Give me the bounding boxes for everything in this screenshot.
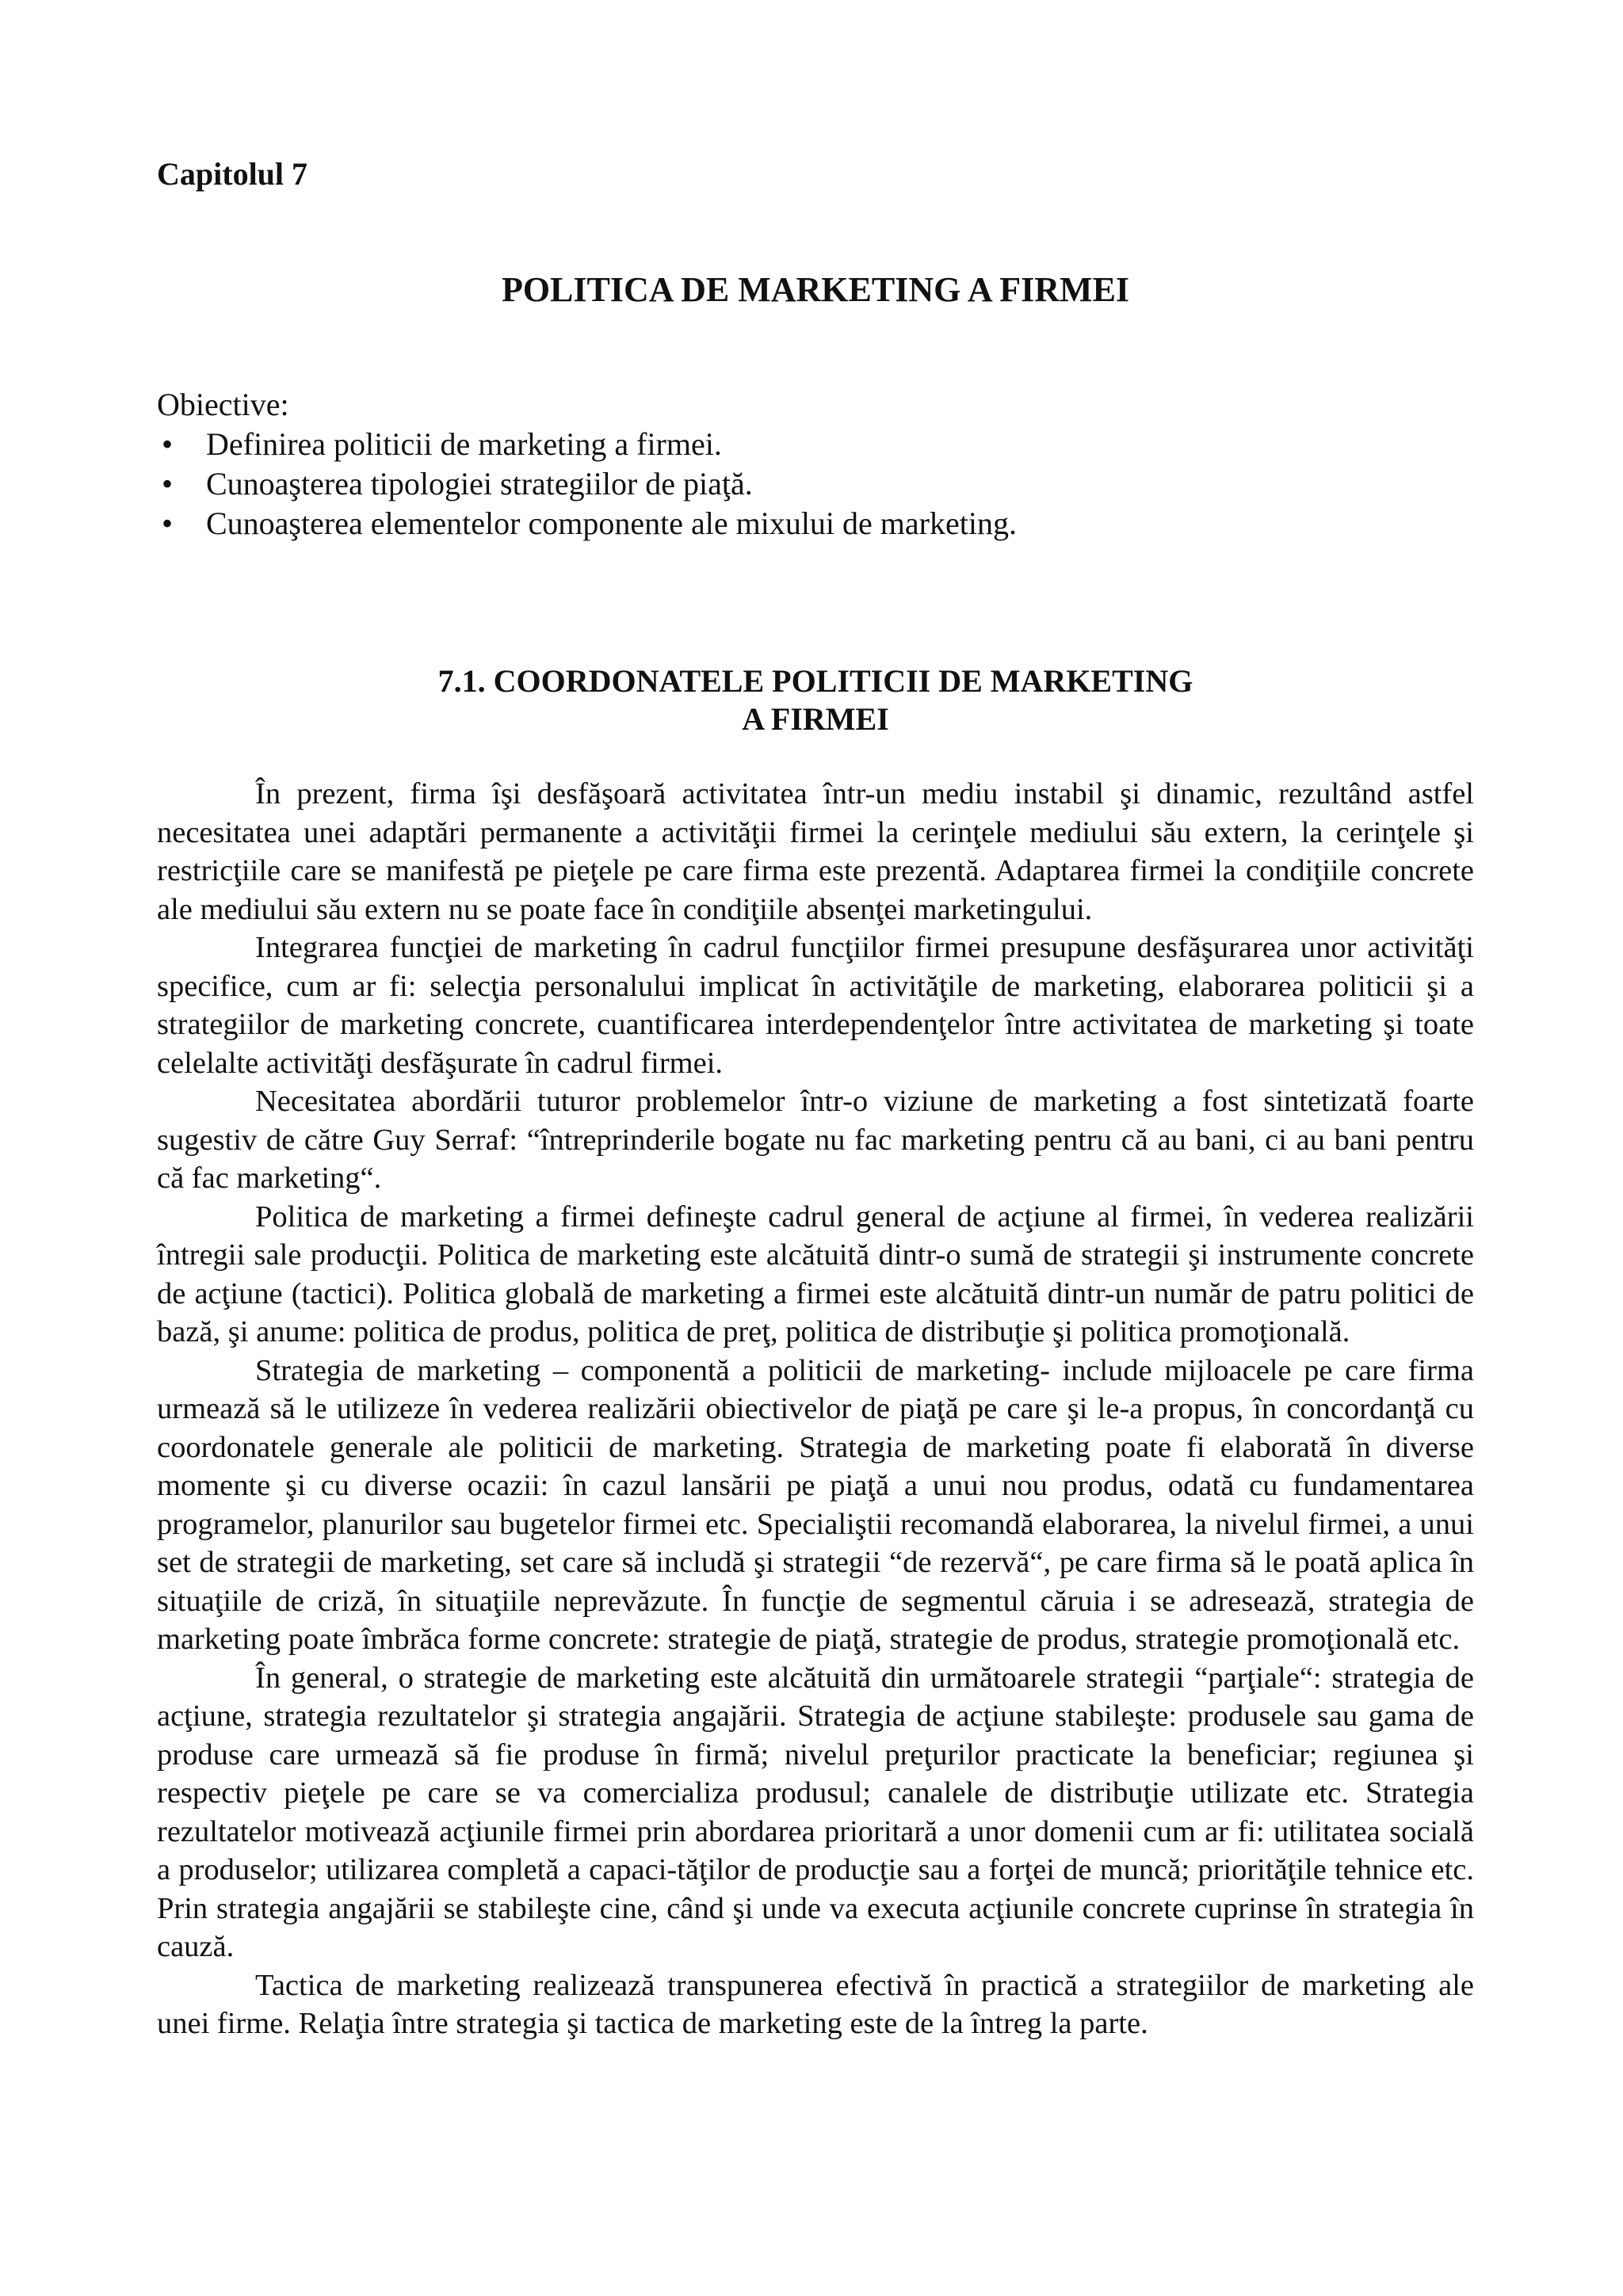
bullet-icon: • bbox=[162, 505, 174, 541]
paragraph: În general, o strategie de marketing este alcătuită din următoarele strategii “parţiale“: strategia de acţiune, strategia rezultatelor şi strategia angajării. Strategia de acţiune stabileşte: produsele sau gama de produse care urmează să fie produse în firmă; nivelul preţurilor practicate la beneficiar; regiunea şi respectiv pieţele pe care se va comercializa produsul; canalele de distribuţie utilizate etc. Strategia rezultatelor motivează acţiunile firmei prin abordarea prioritară a unor domenii cum ar fi: utilitatea socială a produselor; utilizarea completă a capaci-tăţilor de producţie sau a forţei de muncă; priorităţile tehnice etc. Prin strategia angajării se stabileşte cine, când şi unde va executa acţiunile concrete cuprinse în strategia în cauză. bbox=[157, 1661, 1474, 1963]
section-heading bbox=[157, 662, 1474, 738]
objective-item bbox=[157, 425, 1017, 464]
objective-text: Cunoaşterea tipologiei strategiilor de piaţă. bbox=[206, 466, 753, 502]
objective-text: Cunoaşterea elementelor componente ale mixului de marketing. bbox=[206, 505, 1017, 541]
paragraph: Necesitatea abordării tuturor problemelor într-o viziune de marketing a fost sintetizată foarte sugestiv de către Guy Serraf: “întreprinderile bogate nu fac marketing pentru că au bani, ci au bani pentru că fac marketing“. bbox=[157, 1085, 1474, 1195]
paragraph: Politica de marketing a firmei defineşte cadrul general de acţiune al firmei, în vederea realizării întregii sale producţii. Politica de marketing este alcătuită dintr-o sumă de strategii şi instrumente concrete de acţiune (tactici). Politica globală de marketing a firmei este alcătuită dintr-un număr de patru politici de bază, şi anume: politica de produs, politica de preţ, politica de distribuţie şi politica promoţională. bbox=[157, 1199, 1474, 1348]
chapter-label: Capitolul 7 bbox=[157, 156, 308, 192]
body-text bbox=[157, 775, 1474, 2043]
objective-item bbox=[157, 504, 1017, 543]
bullet-icon: • bbox=[162, 466, 174, 502]
paragraph: Strategia de marketing – componentă a politicii de marketing- include mijloacele pe care firma urmează să le utilizeze în vederea realizării obiectivelor de piaţă pe care şi le-a propus, în concordanţă cu coordonatele generale ale politicii de marketing. Strategia de marketing poate fi elaborată în diverse momente şi cu diverse ocazii: în cazul lansării pe piaţă a unui nou produs, odată cu fundamentarea programelor, planurilor sau bugetelor firmei etc. Specialiştii recomandă elaborarea, la nivelul firmei, a unui set de strategii de marketing, set care să includă şi strategii “de rezervă“, pe care firma să le poată aplica în situaţiile de criză, în situaţiile neprevăzute. În funcţie de segmentul căruia i se adresează, strategia de marketing poate îmbrăca forme concrete: strategie de piaţă, strategie de produs, strategie promoţională etc. bbox=[157, 1353, 1474, 1656]
section-heading-line: 7.1. COORDONATELE POLITICII DE MARKETING bbox=[437, 663, 1193, 699]
bullet-icon: • bbox=[162, 426, 174, 462]
objective-item bbox=[157, 464, 1017, 504]
paragraph: În prezent, firma îşi desfăşoară activitatea într-un mediu instabil şi dinamic, rezultând astfel necesitatea unei adaptări permanente a activităţii firmei la cerinţele mediului său extern, la cerinţele şi restricţiile care se manifestă pe pieţele pe care firma este prezentă. Adaptarea firmei la condiţiile concrete ale mediului său extern nu se poate face în condiţiile absenţei marketingului. bbox=[157, 777, 1474, 926]
objective-text: Definirea politicii de marketing a firmei. bbox=[206, 426, 722, 462]
chapter-title: POLITICA DE MARKETING A FIRMEI bbox=[501, 270, 1130, 309]
objectives-block bbox=[157, 385, 1017, 543]
objectives-label: Obiective: bbox=[157, 387, 289, 422]
section-heading-line: A FIRMEI bbox=[742, 701, 889, 737]
paragraph: Tactica de marketing realizează transpunerea efectivă în practică a strategiilor de marketing ale unei firme. Relaţia între strategia şi tactica de marketing este de la întreg la parte. bbox=[157, 1968, 1474, 2040]
paragraph: Integrarea funcţiei de marketing în cadrul funcţiilor firmei presupune desfăşurarea unor activităţi specifice, cum ar fi: selecţia personalului implicat în activităţile de marketing, elaborarea politicii şi a strategiilor de marketing concrete, cuantificarea interdependenţelor între activitatea de marketing şi toate celelalte activităţi desfăşurate în cadrul firmei. bbox=[157, 931, 1474, 1080]
objectives-list bbox=[157, 425, 1017, 543]
